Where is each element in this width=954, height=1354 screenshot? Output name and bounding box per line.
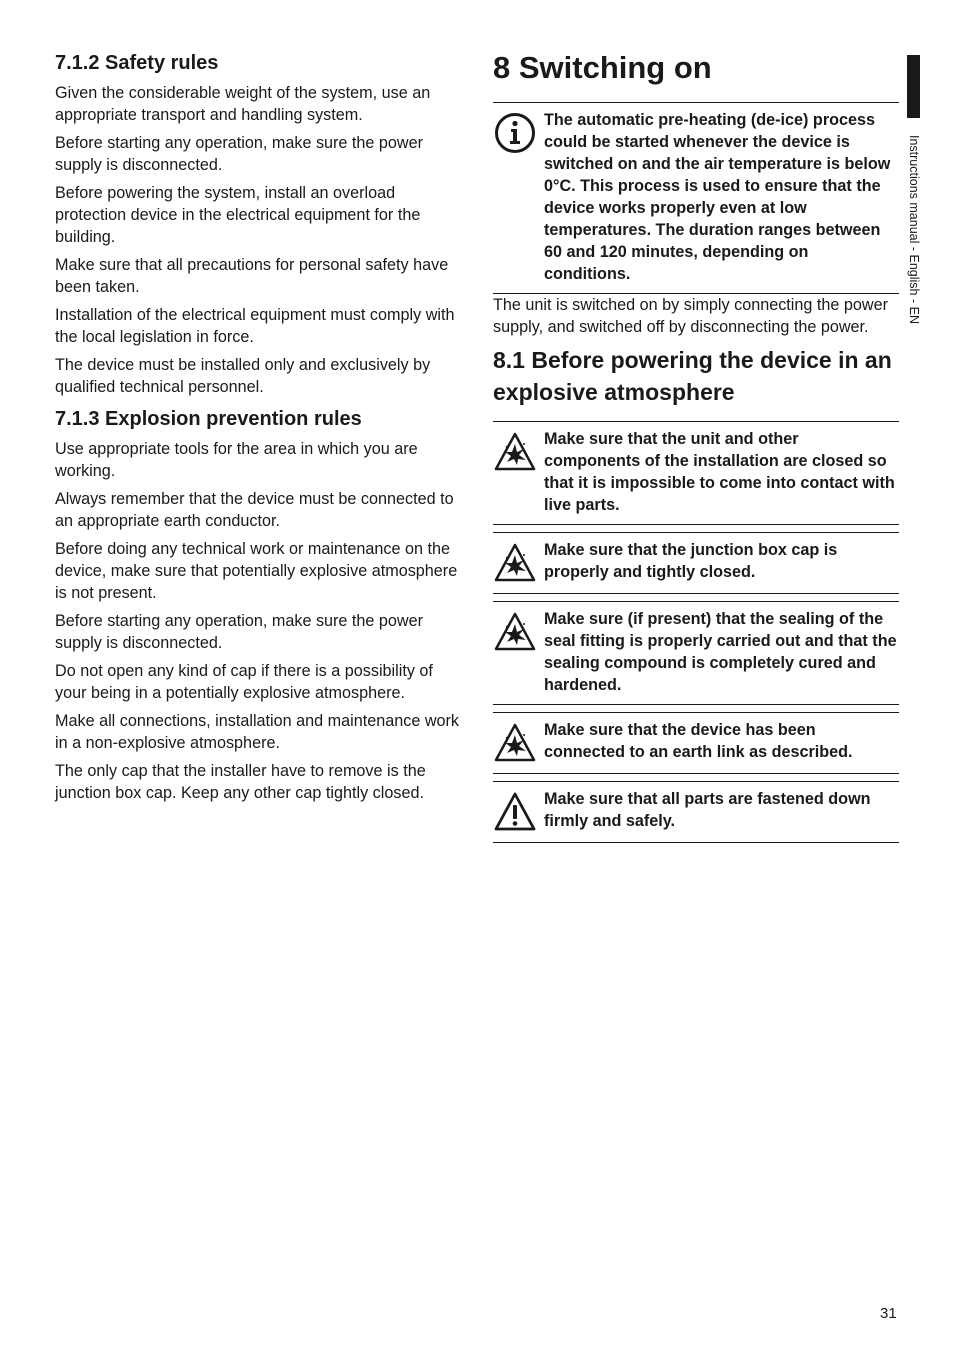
explosion-paragraph: Make all connections, installation and maintenance work in a non-explosive atmosphere. [55,712,460,752]
safety-paragraph: Before powering the system, install an overload protection device in the electrical equipment for the building. [55,184,421,246]
left-column [55,50,465,810]
safety-paragraph: The device must be installed only and exclusively by qualified technical personnel. [55,356,431,396]
safety-rules-heading: 7.1.2 Safety rules [55,52,219,74]
explosion-warning-icon [493,721,537,765]
info-icon [493,111,537,155]
manual-language-label: Instructions manual - English - EN [907,135,921,324]
info-note [493,102,899,294]
warning-text: Make sure that all parts are fastened down firmly and safely. [544,790,871,830]
safety-paragraph: Make sure that all precautions for personal safety have been taken. [55,256,449,296]
safety-paragraph: Installation of the electrical equipment must comply with the local legislation in force. [55,306,455,346]
explosion-paragraph: Before doing any technical work or maintenance on the device, make sure that potentially explosive atmosphere is not present. [55,540,458,602]
warning-note [493,421,899,525]
warning-note [493,601,899,705]
explosion-prevention-heading: 7.1.3 Explosion prevention rules [55,408,362,430]
explosion-warning-icon [493,541,537,585]
right-column [493,48,899,843]
section-title: 8.1 Before powering the device in an explosive atmosphere [493,347,892,405]
explosion-paragraph: Before starting any operation, make sure the power supply is disconnected. [55,612,424,652]
warning-text: Make sure (if present) that the sealing of the seal fitting is properly carried out and that the sealing compound is completely cured and hardened. [544,610,897,694]
page-number: 31 [880,1305,897,1322]
explosion-warning-icon [493,430,537,474]
info-note-text: The automatic pre-heating (de-ice) process could be started whenever the device is switched on and the air temperature is below 0°C. This process is used to ensure that the device works properly even at low temperatures. The duration ranges between 60 and 120 minutes, depending on conditions. [544,111,891,283]
explosion-warning-icon [493,610,537,654]
chapter-title: 8 Switching on [493,50,712,85]
warning-text: Make sure that the unit and other components of the installation are closed so that it is impossible to come into contact with live parts. [544,430,895,514]
safety-paragraph: Given the considerable weight of the system, use an appropriate transport and handling system. [55,84,431,124]
warning-text: Make sure that the device has been connected to an earth link as described. [544,721,853,761]
explosion-paragraph: The only cap that the installer have to remove is the junction box cap. Keep any other cap tightly closed. [55,762,426,802]
chapter-marker-bar [907,55,920,118]
safety-paragraph: Before starting any operation, make sure the power supply is disconnected. [55,134,424,174]
explosion-paragraph: Always remember that the device must be connected to an appropriate earth conductor. [55,490,454,530]
warning-note [493,712,899,774]
explosion-paragraph: Do not open any kind of cap if there is a possibility of your being in a potentially explosive atmosphere. [55,662,433,702]
warning-note [493,532,899,594]
explosion-paragraph: Use appropriate tools for the area in which you are working. [55,440,418,480]
general-warning-icon [493,790,537,834]
warning-text: Make sure that the junction box cap is properly and tightly closed. [544,541,838,581]
switching-intro: The unit is switched on by simply connecting the power supply, and switched off by disconnecting the power. [493,296,888,336]
warning-note [493,781,899,843]
